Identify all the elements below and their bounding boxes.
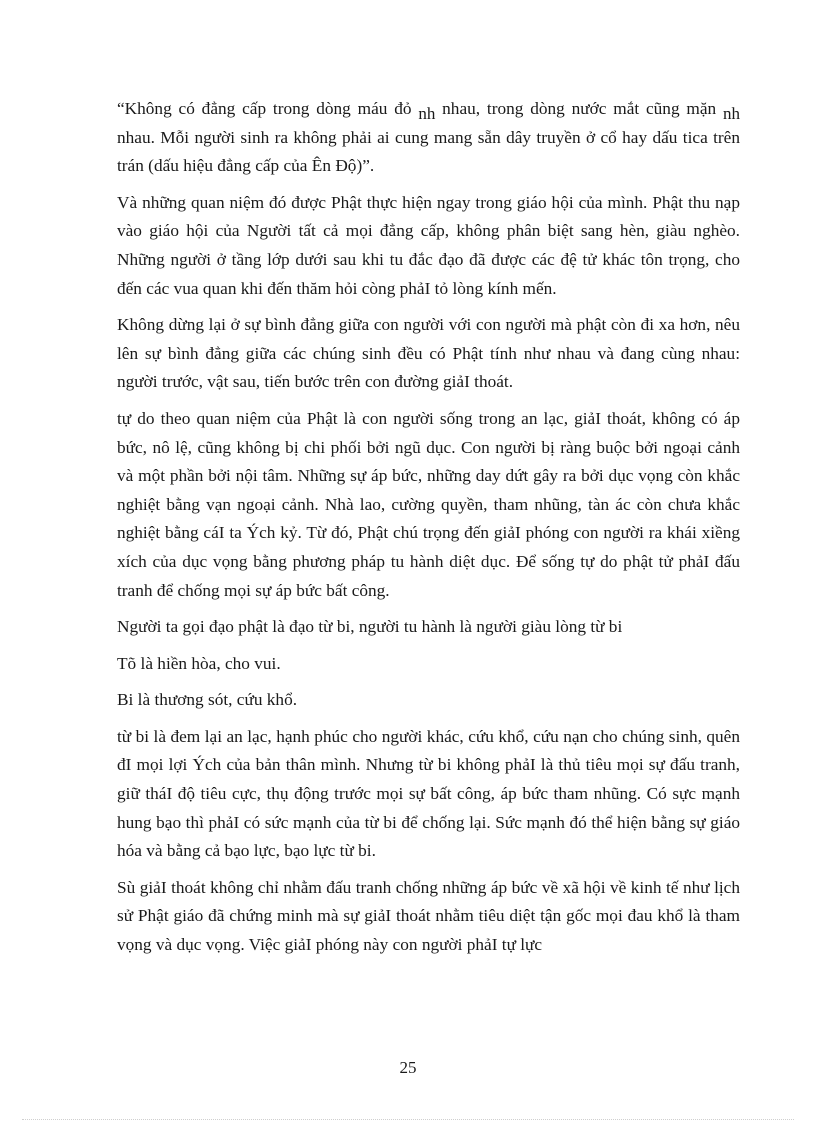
quote-text-3: nhau. Mỗi người sinh ra không phải ai cung mang sẵn dây truyền ở cổ hay dấu tica trên trán (dấu hiệu đẳng cấp của Ên Độ)”. <box>117 127 740 176</box>
paragraph: từ bi là đem lại an lạc, hạnh phúc cho người khác, cứu khổ, cứu nạn cho chúng sinh, quên đI mọi lợi Ých của bản thân mình. Nhưng từ bi không phảI là thủ tiêu mọi sự đấu tranh, giữ tháI độ tiêu cực, thụ động trước mọi sự bất công, áp bức tham nhũng. Có sực mạnh hung bạo thì phảI có sức mạnh của từ bi để chống lại. Sức mạnh đó thể hiện bằng sự giáo hóa và bằng cả bạo lực, bạo lực từ bi. <box>117 726 740 861</box>
paragraph-quote <box>117 95 740 181</box>
page-body <box>117 95 740 968</box>
paragraph: Và những quan niệm đó được Phật thực hiện ngay trong giáo hội của mình. Phật thu nạp vào giáo hội của Người tất cả mọi đẳng cấp, không phân biệt sang hèn, giàu nghèo. Những người ở tầng lớp dưới sau khi tu đắc đạo đã được các đệ tử khác tôn trọng, cho đến các vua quan khi đến thăm hỏi còng phảI tỏ lòng kính mến. <box>117 192 740 298</box>
quote-text-1: “Không có đẳng cấp trong dòng máu đỏ <box>117 99 419 118</box>
bottom-divider <box>22 1119 794 1120</box>
quote-text-2: nhau, trong dòng nước mắt cũng mặn <box>435 99 724 118</box>
quote-subscript-1: nh <box>418 104 436 123</box>
paragraph: tự do theo quan niệm của Phật là con người sống trong an lạc, giảI thoát, không có áp bức, nô lệ, cũng không bị chi phối bởi ngũ dục. Con người bị ràng buộc bởi ngoại cảnh và một phần bởi nội tâm. Những sự áp bức, những day dứt gây ra bởi dục vọng còn khắc nghiệt bằng vạn ngoại cảnh. Nhà lao, cường quyền, tham nhũng, tàn ác còn chưa khắc nghiệt bằng cáI ta Ých kỷ. Từ đó, Phật chú trọng đến giảI phóng con người ra khái xiềng xích của dục vọng bằng phương pháp tu hành diệt dục. Để sống tự do phật tử phảI đấu tranh để chống mọi sự áp bức bất công. <box>117 408 740 600</box>
quote-subscript-2: nh <box>723 104 741 123</box>
paragraph: Không dừng lại ở sự bình đẳng giữa con người với con người mà phật còn đi xa hơn, nêu lên sự bình đẳng giữa các chúng sinh đều có Phật tính như nhau và đang cùng nhau: người trước, vật sau, tiến bước trên con đường giảI thoát. <box>117 315 740 392</box>
page-number: 25 <box>399 1058 417 1077</box>
paragraph: Tõ là hiền hòa, cho vui. <box>117 653 281 673</box>
paragraph: Bi là thương sót, cứu khổ. <box>117 690 298 710</box>
paragraph: Người ta gọi đạo phật là đạo từ bi, người tu hành là người giàu lòng từ bi <box>117 617 623 637</box>
paragraph: Sù giảI thoát không chỉ nhằm đấu tranh chống những áp bức về xã hội về kinh tế như lịch sử Phật giáo đã chứng minh mà sự giảI thoát nhằm tiêu diệt tận gốc mọi đau khổ là tham vọng và dục vọng. Việc giảI phóng này con người phảI tự lực <box>117 877 740 955</box>
